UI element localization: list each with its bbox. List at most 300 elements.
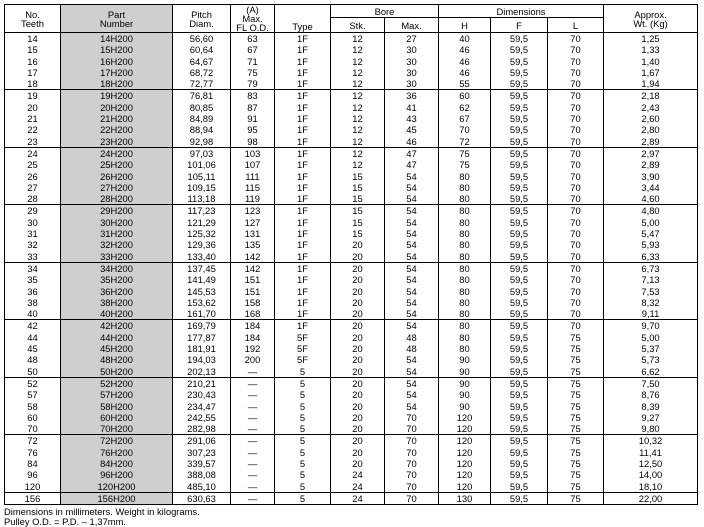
teeth-cell: 23 <box>5 136 61 148</box>
part-number-cell: 45H200 <box>61 343 173 354</box>
teeth-cell: 96 <box>5 469 61 480</box>
bore-max-cell: 54 <box>385 274 439 285</box>
dim-l-cell: 70 <box>548 297 604 308</box>
teeth-cell: 72 <box>5 435 61 447</box>
header-pitch-diameter: Pitch Diam. <box>173 5 231 33</box>
table-row <box>5 447 698 458</box>
table-row <box>5 78 698 90</box>
dim-f-cell: 59,5 <box>491 136 548 148</box>
flange-od-cell: — <box>231 469 275 480</box>
part-number-cell: 14H200 <box>61 33 173 45</box>
part-number-cell: 28H200 <box>61 193 173 205</box>
weight-cell: 5,37 <box>604 343 698 354</box>
table-row <box>5 182 698 193</box>
dim-h-cell: 130 <box>439 492 491 504</box>
bore-stock-cell: 12 <box>331 124 385 135</box>
type-cell: 5 <box>275 447 331 458</box>
bore-stock-cell: 20 <box>331 332 385 343</box>
table-row <box>5 492 698 504</box>
weight-cell: 9,80 <box>604 423 698 435</box>
table-row <box>5 124 698 135</box>
weight-cell: 12,50 <box>604 458 698 469</box>
dim-h-cell: 75 <box>439 159 491 170</box>
flange-od-cell: 158 <box>231 297 275 308</box>
bore-max-cell: 47 <box>385 159 439 170</box>
teeth-cell: 70 <box>5 423 61 435</box>
dim-l-cell: 70 <box>548 205 604 217</box>
type-cell: 5 <box>275 366 331 378</box>
header-bore: Bore <box>331 5 439 18</box>
row-group <box>5 205 698 262</box>
teeth-cell: 34 <box>5 262 61 274</box>
weight-cell: 7,53 <box>604 286 698 297</box>
bore-stock-cell: 20 <box>331 262 385 274</box>
bore-max-cell: 70 <box>385 412 439 423</box>
weight-cell: 1,67 <box>604 67 698 78</box>
dim-f-cell: 59,5 <box>491 102 548 113</box>
teeth-cell: 120 <box>5 481 61 493</box>
flange-od-cell: — <box>231 492 275 504</box>
dim-h-cell: 120 <box>439 447 491 458</box>
table-row <box>5 389 698 400</box>
table-row <box>5 251 698 263</box>
pitch-diameter-cell: 242,55 <box>173 412 231 423</box>
header-dim-f: F <box>491 18 548 33</box>
teeth-cell: 25 <box>5 159 61 170</box>
part-number-cell: 20H200 <box>61 102 173 113</box>
bore-stock-cell: 20 <box>331 354 385 365</box>
dim-f-cell: 59,5 <box>491 274 548 285</box>
dim-h-cell: 90 <box>439 377 491 389</box>
bore-stock-cell: 20 <box>331 447 385 458</box>
type-cell: 5 <box>275 458 331 469</box>
part-number-cell: 15H200 <box>61 44 173 55</box>
dim-l-cell: 70 <box>548 147 604 159</box>
table-row <box>5 262 698 274</box>
part-number-cell: 38H200 <box>61 297 173 308</box>
dim-f-cell: 59,5 <box>491 33 548 45</box>
part-number-cell: 17H200 <box>61 67 173 78</box>
weight-cell: 8,32 <box>604 297 698 308</box>
bore-stock-cell: 15 <box>331 205 385 217</box>
pitch-diameter-cell: 72,77 <box>173 78 231 90</box>
pitch-diameter-cell: 388,08 <box>173 469 231 480</box>
flange-od-cell: — <box>231 481 275 493</box>
flange-od-cell: 91 <box>231 113 275 124</box>
bore-stock-cell: 20 <box>331 251 385 263</box>
bore-max-cell: 47 <box>385 147 439 159</box>
weight-cell: 1,33 <box>604 44 698 55</box>
dim-h-cell: 120 <box>439 412 491 423</box>
header-dim-l: L <box>548 18 604 33</box>
type-cell: 5 <box>275 492 331 504</box>
dim-h-cell: 80 <box>439 297 491 308</box>
teeth-cell: 28 <box>5 193 61 205</box>
dim-l-cell: 75 <box>548 389 604 400</box>
dim-f-cell: 59,5 <box>491 412 548 423</box>
teeth-cell: 24 <box>5 147 61 159</box>
row-group <box>5 435 698 492</box>
table-row <box>5 308 698 320</box>
pitch-diameter-cell: 92,98 <box>173 136 231 148</box>
type-cell: 5F <box>275 354 331 365</box>
table-row <box>5 412 698 423</box>
type-cell: 1F <box>275 90 331 102</box>
part-number-cell: 32H200 <box>61 239 173 250</box>
weight-cell: 3,90 <box>604 171 698 182</box>
type-cell: 1F <box>275 147 331 159</box>
table-notes <box>4 507 697 527</box>
pitch-diameter-cell: 485,10 <box>173 481 231 493</box>
teeth-cell: 17 <box>5 67 61 78</box>
teeth-cell: 19 <box>5 90 61 102</box>
weight-cell: 10,32 <box>604 435 698 447</box>
table-row <box>5 147 698 159</box>
table-row <box>5 171 698 182</box>
dim-h-cell: 62 <box>439 102 491 113</box>
flange-od-cell: 127 <box>231 217 275 228</box>
dim-f-cell: 59,5 <box>491 481 548 493</box>
header-dim-h: H <box>439 18 491 33</box>
dim-h-cell: 80 <box>439 239 491 250</box>
type-cell: 5 <box>275 401 331 412</box>
type-cell: 1F <box>275 67 331 78</box>
pitch-diameter-cell: 291,06 <box>173 435 231 447</box>
dim-f-cell: 59,5 <box>491 239 548 250</box>
bore-max-cell: 70 <box>385 458 439 469</box>
dim-h-cell: 120 <box>439 469 491 480</box>
pitch-diameter-cell: 109,15 <box>173 182 231 193</box>
dim-l-cell: 70 <box>548 217 604 228</box>
weight-cell: 5,00 <box>604 332 698 343</box>
part-number-cell: 60H200 <box>61 412 173 423</box>
dim-f-cell: 59,5 <box>491 262 548 274</box>
type-cell: 1F <box>275 297 331 308</box>
flange-od-cell: 142 <box>231 262 275 274</box>
bore-max-cell: 54 <box>385 366 439 378</box>
bore-stock-cell: 12 <box>331 159 385 170</box>
flange-od-cell: — <box>231 435 275 447</box>
dim-f-cell: 59,5 <box>491 469 548 480</box>
dim-l-cell: 70 <box>548 286 604 297</box>
weight-cell: 4,60 <box>604 193 698 205</box>
table-row <box>5 366 698 378</box>
pitch-diameter-cell: 76,81 <box>173 90 231 102</box>
weight-cell: 7,50 <box>604 377 698 389</box>
weight-cell: 5,00 <box>604 217 698 228</box>
part-number-cell: 18H200 <box>61 78 173 90</box>
weight-cell: 22,00 <box>604 492 698 504</box>
table-row <box>5 423 698 435</box>
dim-f-cell: 59,5 <box>491 159 548 170</box>
flange-od-cell: 83 <box>231 90 275 102</box>
table-row <box>5 320 698 332</box>
weight-cell: 8,76 <box>604 389 698 400</box>
flange-od-cell: 67 <box>231 44 275 55</box>
pitch-diameter-cell: 282,98 <box>173 423 231 435</box>
dim-f-cell: 59,5 <box>491 389 548 400</box>
dim-h-cell: 72 <box>439 136 491 148</box>
pitch-diameter-cell: 169,79 <box>173 320 231 332</box>
flange-od-cell: 151 <box>231 286 275 297</box>
dim-l-cell: 70 <box>548 274 604 285</box>
dim-f-cell: 59,5 <box>491 366 548 378</box>
table-row <box>5 458 698 469</box>
flange-od-cell: 200 <box>231 354 275 365</box>
bore-max-cell: 54 <box>385 217 439 228</box>
dim-l-cell: 75 <box>548 343 604 354</box>
bore-max-cell: 43 <box>385 113 439 124</box>
bore-stock-cell: 12 <box>331 56 385 67</box>
dim-l-cell: 70 <box>548 182 604 193</box>
table-row <box>5 67 698 78</box>
type-cell: 1F <box>275 56 331 67</box>
bore-stock-cell: 20 <box>331 377 385 389</box>
dim-h-cell: 46 <box>439 67 491 78</box>
type-cell: 1F <box>275 205 331 217</box>
dim-l-cell: 70 <box>548 320 604 332</box>
dim-l-cell: 75 <box>548 423 604 435</box>
flange-od-cell: 95 <box>231 124 275 135</box>
type-cell: 1F <box>275 228 331 239</box>
teeth-cell: 35 <box>5 274 61 285</box>
teeth-cell: 26 <box>5 171 61 182</box>
type-cell: 1F <box>275 182 331 193</box>
bore-max-cell: 54 <box>385 320 439 332</box>
teeth-cell: 84 <box>5 458 61 469</box>
bore-stock-cell: 20 <box>331 401 385 412</box>
part-number-cell: 36H200 <box>61 286 173 297</box>
bore-stock-cell: 12 <box>331 102 385 113</box>
dim-f-cell: 59,5 <box>491 228 548 239</box>
pitch-diameter-cell: 210,21 <box>173 377 231 389</box>
type-cell: 5 <box>275 412 331 423</box>
dim-f-cell: 59,5 <box>491 217 548 228</box>
teeth-cell: 44 <box>5 332 61 343</box>
part-number-cell: 16H200 <box>61 56 173 67</box>
weight-cell: 8,39 <box>604 401 698 412</box>
dim-f-cell: 59,5 <box>491 447 548 458</box>
bore-max-cell: 30 <box>385 56 439 67</box>
type-cell: 1F <box>275 308 331 320</box>
dim-f-cell: 59,5 <box>491 205 548 217</box>
teeth-cell: 156 <box>5 492 61 504</box>
type-cell: 1F <box>275 251 331 263</box>
part-number-cell: 58H200 <box>61 401 173 412</box>
pitch-diameter-cell: 125,32 <box>173 228 231 239</box>
bore-stock-cell: 12 <box>331 78 385 90</box>
weight-cell: 9,11 <box>604 308 698 320</box>
note-units: Dimensions in millimeters. Weight in kilograms. <box>4 506 200 518</box>
dim-l-cell: 70 <box>548 251 604 263</box>
header-bore-stock: Stk. <box>331 18 385 33</box>
part-number-cell: 70H200 <box>61 423 173 435</box>
pitch-diameter-cell: 161,70 <box>173 308 231 320</box>
dim-l-cell: 75 <box>548 492 604 504</box>
table-row <box>5 56 698 67</box>
flange-od-cell: — <box>231 458 275 469</box>
dim-h-cell: 70 <box>439 124 491 135</box>
flange-od-cell: 168 <box>231 308 275 320</box>
dim-l-cell: 70 <box>548 44 604 55</box>
type-cell: 5F <box>275 332 331 343</box>
dim-h-cell: 80 <box>439 182 491 193</box>
type-cell: 5 <box>275 435 331 447</box>
dim-l-cell: 75 <box>548 401 604 412</box>
teeth-cell: 15 <box>5 44 61 55</box>
part-number-cell: 156H200 <box>61 492 173 504</box>
weight-cell: 7,13 <box>604 274 698 285</box>
type-cell: 5 <box>275 423 331 435</box>
pitch-diameter-cell: 202,13 <box>173 366 231 378</box>
pitch-diameter-cell: 137,45 <box>173 262 231 274</box>
table-row <box>5 102 698 113</box>
bore-max-cell: 54 <box>385 377 439 389</box>
pitch-diameter-cell: 129,36 <box>173 239 231 250</box>
bore-max-cell: 70 <box>385 492 439 504</box>
pitch-diameter-cell: 177,87 <box>173 332 231 343</box>
part-number-cell: 52H200 <box>61 377 173 389</box>
pitch-diameter-cell: 60,64 <box>173 44 231 55</box>
part-number-cell: 120H200 <box>61 481 173 493</box>
bore-stock-cell: 24 <box>331 469 385 480</box>
weight-cell: 1,25 <box>604 33 698 45</box>
pitch-diameter-cell: 64,67 <box>173 56 231 67</box>
table-row <box>5 113 698 124</box>
bore-stock-cell: 20 <box>331 308 385 320</box>
dim-f-cell: 59,5 <box>491 251 548 263</box>
flange-od-cell: 87 <box>231 102 275 113</box>
dim-l-cell: 70 <box>548 262 604 274</box>
bore-max-cell: 54 <box>385 228 439 239</box>
bore-max-cell: 27 <box>385 33 439 45</box>
type-cell: 1F <box>275 193 331 205</box>
bore-stock-cell: 24 <box>331 481 385 493</box>
flange-od-cell: 103 <box>231 147 275 159</box>
weight-cell: 1,40 <box>604 56 698 67</box>
dim-l-cell: 75 <box>548 332 604 343</box>
flange-od-cell: 184 <box>231 332 275 343</box>
part-number-cell: 33H200 <box>61 251 173 263</box>
dim-h-cell: 80 <box>439 274 491 285</box>
dim-h-cell: 80 <box>439 286 491 297</box>
dim-f-cell: 59,5 <box>491 147 548 159</box>
dim-f-cell: 59,5 <box>491 90 548 102</box>
pitch-diameter-cell: 145,53 <box>173 286 231 297</box>
dim-h-cell: 80 <box>439 262 491 274</box>
type-cell: 1F <box>275 239 331 250</box>
header-flange-od: (A) Max. FL O.D. <box>231 5 275 33</box>
bore-max-cell: 54 <box>385 297 439 308</box>
flange-od-cell: 63 <box>231 33 275 45</box>
table-row <box>5 159 698 170</box>
pitch-diameter-cell: 88,94 <box>173 124 231 135</box>
dim-f-cell: 59,5 <box>491 458 548 469</box>
header-part-number: Part Number <box>61 5 173 33</box>
type-cell: 1F <box>275 136 331 148</box>
bore-max-cell: 48 <box>385 343 439 354</box>
dim-f-cell: 59,5 <box>491 343 548 354</box>
type-cell: 1F <box>275 33 331 45</box>
dim-h-cell: 60 <box>439 90 491 102</box>
table-row <box>5 332 698 343</box>
dim-l-cell: 75 <box>548 354 604 365</box>
bore-max-cell: 30 <box>385 67 439 78</box>
flange-od-cell: — <box>231 389 275 400</box>
bore-stock-cell: 20 <box>331 320 385 332</box>
bore-max-cell: 54 <box>385 182 439 193</box>
dim-h-cell: 80 <box>439 228 491 239</box>
teeth-cell: 60 <box>5 412 61 423</box>
bore-max-cell: 41 <box>385 102 439 113</box>
header-teeth: No. Teeth <box>5 5 61 33</box>
dim-l-cell: 70 <box>548 124 604 135</box>
type-cell: 5 <box>275 389 331 400</box>
bore-stock-cell: 20 <box>331 286 385 297</box>
flange-od-cell: 135 <box>231 239 275 250</box>
pitch-diameter-cell: 181,91 <box>173 343 231 354</box>
dim-f-cell: 59,5 <box>491 377 548 389</box>
type-cell: 5 <box>275 377 331 389</box>
dim-h-cell: 40 <box>439 33 491 45</box>
bore-stock-cell: 20 <box>331 458 385 469</box>
part-number-cell: 44H200 <box>61 332 173 343</box>
teeth-cell: 45 <box>5 343 61 354</box>
dim-h-cell: 120 <box>439 481 491 493</box>
table-row <box>5 401 698 412</box>
weight-cell: 3,44 <box>604 182 698 193</box>
bore-stock-cell: 20 <box>331 274 385 285</box>
row-group <box>5 492 698 504</box>
dim-h-cell: 55 <box>439 78 491 90</box>
bore-stock-cell: 20 <box>331 343 385 354</box>
dim-l-cell: 70 <box>548 193 604 205</box>
weight-cell: 2,43 <box>604 102 698 113</box>
dim-h-cell: 46 <box>439 56 491 67</box>
part-number-cell: 40H200 <box>61 308 173 320</box>
part-number-cell: 76H200 <box>61 447 173 458</box>
bore-max-cell: 54 <box>385 239 439 250</box>
dim-l-cell: 70 <box>548 102 604 113</box>
dim-h-cell: 90 <box>439 389 491 400</box>
pitch-diameter-cell: 80,85 <box>173 102 231 113</box>
dim-f-cell: 59,5 <box>491 354 548 365</box>
teeth-cell: 16 <box>5 56 61 67</box>
flange-od-cell: 107 <box>231 159 275 170</box>
dim-l-cell: 70 <box>548 239 604 250</box>
pitch-diameter-cell: 56,60 <box>173 33 231 45</box>
flange-od-cell: — <box>231 423 275 435</box>
flange-od-cell: 192 <box>231 343 275 354</box>
dim-h-cell: 80 <box>439 308 491 320</box>
dim-h-cell: 80 <box>439 251 491 263</box>
part-number-cell: 96H200 <box>61 469 173 480</box>
dim-f-cell: 59,5 <box>491 113 548 124</box>
pulley-spec-table <box>4 4 698 505</box>
pitch-diameter-cell: 194,03 <box>173 354 231 365</box>
pitch-diameter-cell: 141,49 <box>173 274 231 285</box>
type-cell: 5 <box>275 469 331 480</box>
teeth-cell: 42 <box>5 320 61 332</box>
pitch-diameter-cell: 68,72 <box>173 67 231 78</box>
dim-f-cell: 59,5 <box>491 182 548 193</box>
row-group <box>5 33 698 90</box>
bore-max-cell: 46 <box>385 136 439 148</box>
weight-cell: 6,33 <box>604 251 698 263</box>
dim-l-cell: 70 <box>548 33 604 45</box>
bore-max-cell: 30 <box>385 44 439 55</box>
pitch-diameter-cell: 339,57 <box>173 458 231 469</box>
